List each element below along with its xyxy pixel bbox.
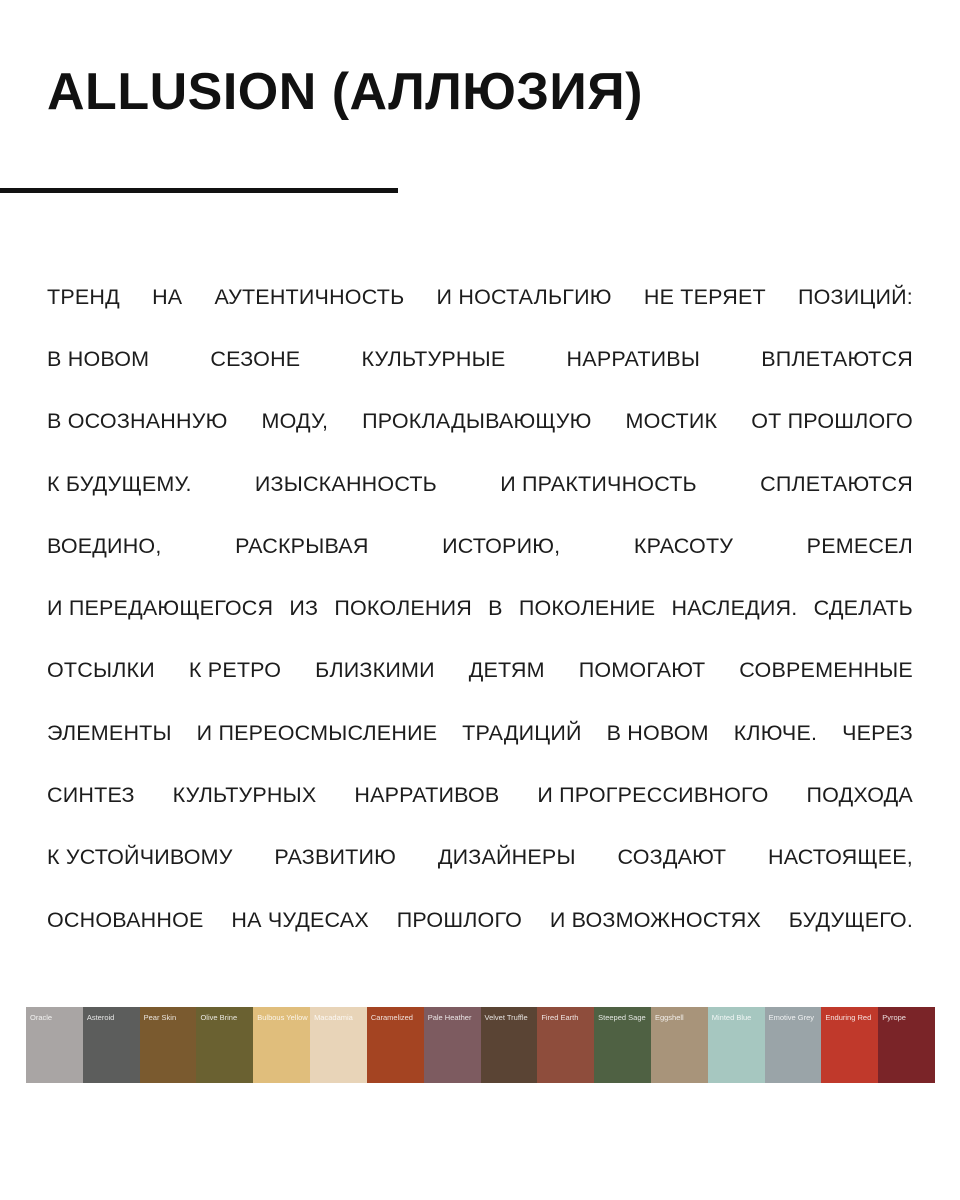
paragraph-word: ПОКОЛЕНИЯ [334,596,473,621]
color-swatch-label: Minted Blue [711,1013,752,1022]
paragraph-word: ПОЗИЦИЙ: [797,284,913,309]
paragraph-word: ТРЕНД [47,284,120,309]
paragraph-word: К РЕТРО [188,658,282,683]
paragraph-word: МОСТИК [625,409,718,434]
color-swatch [651,1007,708,1083]
paragraph-word: И ПРОГРЕССИВНОГО [537,783,769,808]
paragraph-word: НА ЧУДЕСАХ [231,907,369,932]
paragraph-word: РАСКРЫВАЯ [235,533,369,558]
color-swatch-label: Emotive Grey [768,1013,814,1022]
paragraph-word: РЕМЕСЕЛ [806,533,913,558]
paragraph-line [47,827,913,889]
paragraph-word: СЕЗОНЕ [210,346,301,371]
color-swatch-label: Macadamia [314,1013,353,1022]
paragraph-word: ПРОКЛАДЫВАЮЩУЮ [362,409,592,434]
paragraph-word: К БУДУЩЕМУ. [47,471,192,496]
paragraph-word: ИЗЫСКАННОСТЬ [254,471,437,496]
paragraph-word: ОТСЫЛКИ [47,658,155,683]
paragraph-word: НАСТОЯЩЕЕ, [768,845,913,870]
color-swatch [594,1007,651,1083]
paragraph-word: СОВРЕМЕННЫЕ [739,658,913,683]
paragraph-line [47,515,913,577]
paragraph-word: ОТ ПРОШЛОГО [751,409,913,434]
paragraph-word: И ПЕРЕОСМЫСЛЕНИЕ [196,720,438,745]
paragraph-word: В [488,596,503,621]
paragraph-word: ИСТОРИЮ, [442,533,561,558]
color-swatch [821,1007,878,1083]
color-swatch-label: Velvet Truffle [484,1013,528,1022]
paragraph-word: МОДУ, [261,409,329,434]
color-swatch [367,1007,424,1083]
color-swatch [310,1007,367,1083]
color-swatch [253,1007,310,1083]
paragraph-word: ТРАДИЦИЙ [462,720,582,745]
paragraph-word: И НОСТАЛЬГИЮ [436,284,612,309]
paragraph-word: НАСЛЕДИЯ. [671,596,798,621]
paragraph-word: СПЛЕТАЮТСЯ [760,471,913,496]
paragraph-word: ИЗ [289,596,319,621]
paragraph-word: ОСНОВАННОЕ [47,907,204,932]
paragraph-word: ДЕТЯМ [468,658,545,683]
paragraph-word: И ПЕРЕДАЮЩЕГОСЯ [47,596,274,621]
paragraph-word: В НОВОМ [47,346,150,371]
paragraph-word: НА [152,284,183,309]
paragraph-word: ВПЛЕТАЮТСЯ [761,346,913,371]
paragraph-word: В ОСОЗНАННУЮ [47,409,228,434]
color-swatch-label: Caramelized [370,1013,413,1022]
color-swatch [140,1007,197,1083]
body-paragraph [47,266,913,951]
color-swatch [26,1007,83,1083]
paragraph-word: В НОВОМ [606,720,709,745]
color-swatch [481,1007,538,1083]
color-swatch [83,1007,140,1083]
paragraph-line [47,453,913,515]
color-swatch [765,1007,822,1083]
color-swatch-label: Pyrope [882,1013,906,1022]
color-swatch-label: Fired Earth [541,1013,579,1022]
paragraph-line [47,889,913,951]
paragraph-word: И ПРАКТИЧНОСТЬ [500,471,697,496]
paragraph-line [47,391,913,453]
paragraph-word: КЛЮЧЕ. [733,720,818,745]
color-swatch-label: Asteroid [86,1013,115,1022]
paragraph-word: ДИЗАЙНЕРЫ [437,845,576,870]
paragraph-word: НАРРАТИВЫ [566,346,701,371]
paragraph-word: НАРРАТИВОВ [354,783,500,808]
paragraph-word: ПОКОЛЕНИЕ [518,596,656,621]
color-swatch-label: Pale Heather [427,1013,472,1022]
color-swatch-label: Pear Skin [143,1013,177,1022]
paragraph-word: КУЛЬТУРНЫХ [172,783,317,808]
color-swatch-label: Steeped Sage [598,1013,646,1022]
paragraph-line [47,702,913,764]
color-palette [26,1007,935,1083]
paragraph-word: ЭЛЕМЕНТЫ [47,720,172,745]
paragraph-word: НЕ ТЕРЯЕТ [643,284,766,309]
paragraph-word: К УСТОЙЧИВОМУ [47,845,233,870]
paragraph-word: БЛИЗКИМИ [315,658,435,683]
paragraph-word: КРАСОТУ [633,533,734,558]
paragraph-word: СДЕЛАТЬ [813,596,913,621]
paragraph-word: АУТЕНТИЧНОСТЬ [214,284,405,309]
color-swatch [196,1007,253,1083]
color-swatch [537,1007,594,1083]
paragraph-word: ВОЕДИНО, [47,533,162,558]
color-swatch-label: Bulbous Yellow [257,1013,308,1022]
paragraph-word: КУЛЬТУРНЫЕ [361,346,506,371]
paragraph-line [47,577,913,639]
color-swatch-label: Enduring Red [825,1013,872,1022]
color-swatch-label: Eggshell [654,1013,684,1022]
color-swatch [708,1007,765,1083]
paragraph-line [47,328,913,390]
paragraph-word: ПОМОГАЮТ [578,658,706,683]
paragraph-word: СИНТЕЗ [47,783,135,808]
color-swatch [878,1007,935,1083]
color-swatch-label: Oracle [30,1013,53,1022]
paragraph-word: ПРОШЛОГО [396,907,523,932]
paragraph-line [47,764,913,826]
paragraph-word: СОЗДАЮТ [617,845,727,870]
paragraph-word: БУДУЩЕГО. [788,907,913,932]
paragraph-word: ЧЕРЕЗ [842,720,913,745]
title-underline [0,188,398,193]
color-swatch-label: Olive Brine [200,1013,238,1022]
paragraph-word: РАЗВИТИЮ [274,845,397,870]
paragraph-line [47,640,913,702]
color-swatch [424,1007,481,1083]
paragraph-word: И ВОЗМОЖНОСТЯХ [549,907,761,932]
paragraph-line [47,266,913,328]
paragraph-word: ПОДХОДА [806,783,913,808]
page-title: ALLUSION (АЛЛЮЗИЯ) [47,63,643,121]
